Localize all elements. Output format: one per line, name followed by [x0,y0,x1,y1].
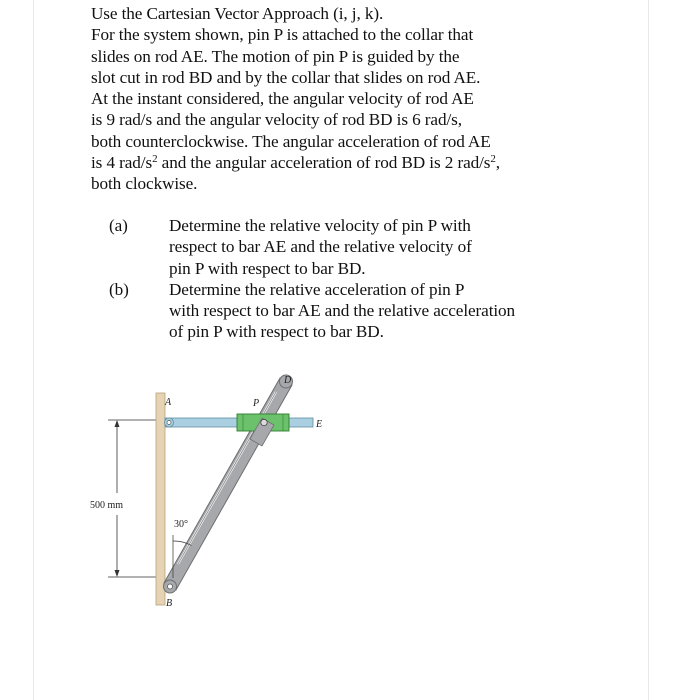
problem-statement [91,3,591,195]
pin-a [167,421,171,425]
pin-b [168,584,173,589]
dimension-500mm [108,420,162,577]
pin-p [261,419,267,425]
part-a [91,215,611,279]
part-b [91,279,611,343]
page-edge-right [648,0,649,700]
problem-line: slot cut in rod BD and by the collar that slides on rod AE. [91,67,481,87]
rod-bd [164,375,293,593]
part-line: Determine the relative velocity of pin P with [169,216,471,235]
label-d: D [284,375,292,386]
label-a: A [165,397,172,408]
problem-line: Use the Cartesian Vector Approach (i, j, k). [91,4,384,23]
problem-line: At the instant considered, the angular velocity of rod AE [91,89,474,109]
text-fragment: is 4 rad/s [91,153,153,173]
label-b: B [166,598,173,609]
superscript: 2 [152,153,158,166]
text-fragment: , [495,153,500,173]
question-parts [91,215,611,343]
part-line: Determine the relative acceleration of pin P [169,279,465,299]
label-p: P [253,398,260,409]
page-edge-left [33,0,34,700]
superscript: 2 [490,153,496,166]
part-a-label: (a) [109,216,128,235]
problem-line: slides on rod AE. The motion of pin P is guided by the [91,46,460,66]
problem-line: both clockwise. [91,174,198,194]
problem-line: is 9 rad/s and the angular velocity of rod BD is 6 rad/s, [91,110,462,130]
part-b-label: (b) [109,279,129,299]
part-line: with respect to bar AE and the relative acceleration [169,301,516,321]
wall-support [156,393,165,605]
label-e: E [316,419,323,430]
angle-label: 30° [174,519,188,530]
mechanism-figure [70,365,350,615]
part-line: pin P with respect to bar BD. [169,258,366,278]
problem-line: both counterclockwise. The angular acceleration of rod AE [91,131,491,151]
part-b-body [169,279,611,343]
dimension-label: 500 mm [90,500,124,511]
problem-line: For the system shown, pin P is attached to the collar that [91,25,474,45]
part-line: of pin P with respect to bar BD. [169,322,384,342]
problem-line-acceleration [91,152,591,173]
part-a-body [169,215,611,279]
text-fragment: and the angular acceleration of rod BD is 2 rad/s [157,153,491,173]
part-line: respect to bar AE and the relative velocity of [169,237,472,257]
